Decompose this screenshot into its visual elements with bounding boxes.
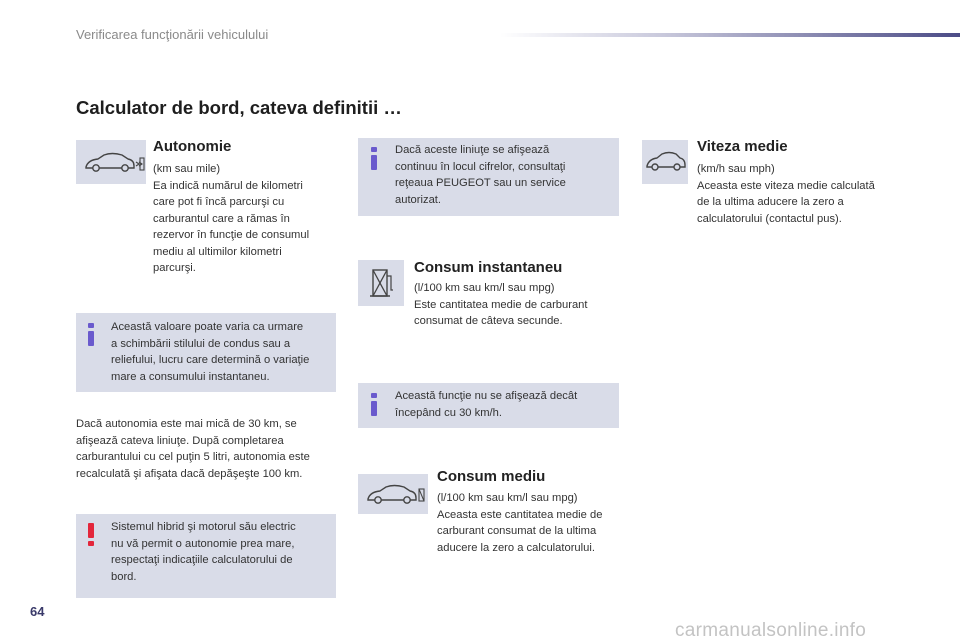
info-variation-text: Această valoare poate varia ca urmare a schimbării stilului de condus sau a reliefului, lucru care determină o variaţie mare a consumului instantaneu. [111, 321, 310, 383]
header-decorative-bar [500, 33, 960, 37]
autonomie-text: (km sau mile) Ea indică numărul de kilometri care pot fi încă parcurşi cu carburantul care a rămas în rezervor în funcţie de consumul mediu al ultimilor kilometri parcurşi. [153, 163, 310, 274]
page-number: 64 [30, 604, 45, 619]
warning-hybrid-text: Sistemul hibrid şi motorul său electric nu vă permit o autonomie prea mare, respectaţi indicaţiile calculatorului de bord. [111, 521, 296, 583]
autonomie-title: Autonomie [153, 138, 232, 155]
section-header-title: Verificarea funcţionării vehiculului [76, 27, 269, 42]
info-dashes-text: Dacă aceste liniuţe se afişează continuu în locul cifrelor, consultaţi reţeaua PEUGEOT sau un service autorizat. [395, 144, 566, 206]
info-box-dashes [358, 138, 619, 216]
car-fuel-icon [358, 474, 428, 514]
consum-instantaneu-title: Consum instantaneu [414, 259, 563, 276]
warning-box-hybrid [76, 514, 336, 598]
car-range-icon [76, 140, 146, 184]
info-box-speed [358, 383, 619, 428]
viteza-medie-title: Viteza medie [697, 138, 788, 155]
autonomie-dashes-text: Dacă autonomia este mai mică de 30 km, se afişează cateva liniuţe. După completarea carburantului cu cel puţin 5 litri, autonomia este recalculată şi afişata dacă depăşeşte 100 km. [76, 418, 310, 480]
viteza-medie-text: (km/h sau mph) Aceasta este viteza medie calculată de la ultima aducere la zero a calculatorului (contactul pus). [697, 163, 875, 225]
consum-instantaneu-text: (l/100 km sau km/l sau mpg) Este cantitatea medie de carburant consumat de câteva secunde. [414, 282, 588, 327]
info-box-variation [76, 313, 336, 392]
consum-mediu-title: Consum mediu [437, 468, 546, 485]
page-title: Calculator de bord, cateva definitii … [76, 97, 402, 118]
car-speed-icon [642, 140, 688, 184]
consum-mediu-text: (l/100 km sau km/l sau mpg) Aceasta este cantitatea medie de carburant consumat de la ultima aducere la zero a calculatorului. [437, 492, 603, 554]
fuel-pump-icon [358, 260, 404, 306]
info-speed-text: Această funcţie nu se afişează decât începând cu 30 km/h. [395, 390, 578, 419]
watermark-text: carmanualsonline.info [675, 620, 867, 641]
